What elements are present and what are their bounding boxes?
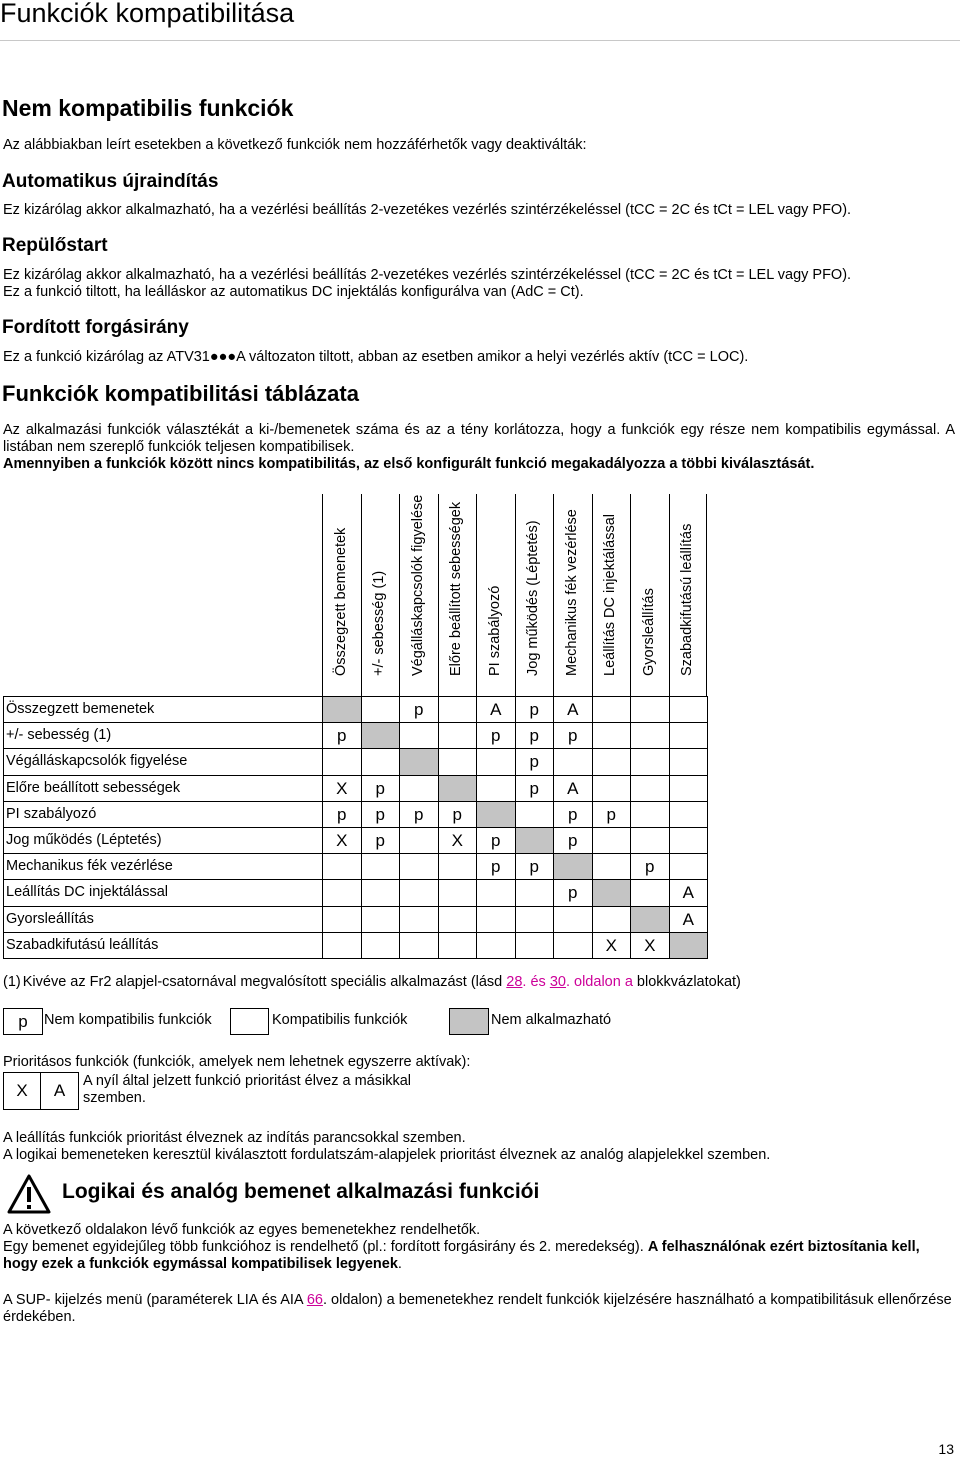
priority-text: A nyíl által jelzett funkció prioritást élvez a másikkal szemben. <box>83 1073 411 1106</box>
matrix-cell <box>553 748 593 775</box>
footnote-mid1: . és <box>522 974 550 990</box>
matrix-cell-na <box>630 906 670 933</box>
matrix-row-label: Gyorsleállítás <box>6 910 94 927</box>
legend-a-box: A <box>40 1072 79 1110</box>
matrix-cell <box>630 722 670 749</box>
matrix-cell <box>669 775 709 802</box>
matrix-cell <box>438 853 478 880</box>
matrix-cell <box>630 748 670 775</box>
matrix-row-divider <box>3 722 322 723</box>
matrix-cell-na <box>399 748 439 775</box>
matrix-cell <box>399 827 439 854</box>
matrix-cell: p <box>515 853 555 880</box>
matrix-cell <box>630 879 670 906</box>
matrix-cell <box>515 879 555 906</box>
table-para1: Az alkalmazási funkciók választékát a ki-/bemenetek száma és az a tény korlátozza, hogy a funkciók egy része nem kompatibilis egymással. A listában nem szereplő funkciók teljesen kompatibilisek. <box>3 422 955 455</box>
matrix-cell: p <box>399 801 439 828</box>
matrix-cell <box>438 696 478 723</box>
matrix-cell: p <box>399 696 439 723</box>
footnote-link-30[interactable]: 30 <box>549 974 566 990</box>
matrix-cell <box>322 853 362 880</box>
matrix-cell <box>438 722 478 749</box>
matrix-column-header <box>515 494 554 696</box>
matrix-cell <box>669 827 709 854</box>
matrix-cell-na <box>592 879 632 906</box>
matrix-cell <box>438 748 478 775</box>
matrix-cell <box>669 696 709 723</box>
matrix-cell <box>476 879 516 906</box>
matrix-cell <box>669 801 709 828</box>
matrix-cell: X <box>630 932 670 959</box>
matrix-row-label: Jog működés (Léptetés) <box>6 832 162 848</box>
matrix-column-header-label: Előre beállított sebességek <box>448 501 465 676</box>
matrix-column-header <box>592 494 631 696</box>
matrix-cell <box>399 775 439 802</box>
matrix-cell-na <box>553 853 593 880</box>
matrix-cell <box>322 748 362 775</box>
matrix-cell: p <box>361 775 401 802</box>
matrix-cell <box>592 775 632 802</box>
matrix-cell <box>515 801 555 828</box>
matrix-column-header <box>553 494 592 696</box>
matrix-row-divider <box>3 879 322 880</box>
logic-line3 <box>3 1292 955 1326</box>
matrix-cell: X <box>592 932 632 959</box>
matrix-cell-na <box>322 696 362 723</box>
logic-link-66[interactable]: 66 <box>306 1292 323 1308</box>
matrix-cell <box>592 722 632 749</box>
matrix-cell <box>399 906 439 933</box>
page-number: 13 <box>938 1441 954 1457</box>
matrix-cell: A <box>669 906 709 933</box>
matrix-cell <box>322 906 362 933</box>
legend-compatible-box <box>230 1008 269 1035</box>
matrix-row-label: Végálláskapcsolók figyelése <box>6 753 188 770</box>
matrix-row-divider <box>3 801 322 802</box>
matrix-cell <box>438 879 478 906</box>
matrix-column-header <box>361 494 400 696</box>
matrix-cell-na <box>438 775 478 802</box>
matrix-cell <box>399 879 439 906</box>
logic-line1: A következő oldalakon lévő funkciók az egyes bemenetekhez rendelhetők. <box>3 1222 481 1238</box>
logic-line2-end: . <box>397 1256 402 1272</box>
matrix-row-label: Leállítás DC injektálással <box>6 884 168 901</box>
matrix-column-header <box>322 494 361 696</box>
auto-restart-title: Automatikus újraindítás <box>2 171 219 192</box>
matrix-cell: p <box>476 827 516 854</box>
section-incompatible-title: Nem kompatibilis funkciók <box>2 95 294 121</box>
matrix-cell <box>630 696 670 723</box>
matrix-cell: p <box>361 827 401 854</box>
matrix-column-header-label: Szabadkifutású leállítás <box>678 523 695 676</box>
priority-intro: Prioritásos funkciók (funkciók, amelyek nem lehetnek egyszerre aktívak): <box>3 1054 471 1070</box>
matrix-cell <box>515 906 555 933</box>
matrix-column-header-label: Összegzett bemenetek <box>332 527 349 676</box>
matrix-row-divider <box>3 748 322 749</box>
matrix-cell <box>553 906 593 933</box>
footnote-mid2: . oldalon a <box>565 974 633 990</box>
matrix-cell <box>399 722 439 749</box>
matrix-cell: A <box>553 696 593 723</box>
matrix-cell <box>361 696 401 723</box>
flying-start-text1: Ez kizárólag akkor alkalmazható, ha a vezérlési beállítás 2-vezetékes vezérlés szintérzékeléssel (tCC = 2C és tCt = LEL vagy PFO). <box>3 267 852 283</box>
matrix-column-header <box>630 494 669 696</box>
matrix-cell: p <box>592 801 632 828</box>
matrix-row-divider <box>3 775 322 776</box>
matrix-cell-na <box>476 801 516 828</box>
matrix-cell <box>592 827 632 854</box>
legend-x-box: X <box>3 1072 41 1110</box>
logic-line3-after: . oldalon) a bemenetekhez rendelt funkciók kijelzésére használható a kompatibilitásuk ellenőrzése érdekében. <box>3 1292 952 1325</box>
matrix-cell <box>438 932 478 959</box>
matrix-cell <box>361 879 401 906</box>
footnote-label: (1) <box>3 974 21 990</box>
matrix-cell-na <box>669 932 709 959</box>
matrix-cell <box>361 853 401 880</box>
table-para2: Amennyiben a funkciók között nincs kompatibilitás, az első konfigurált funkció megakadályozza a többi kiválasztását. <box>3 456 815 472</box>
matrix-cell <box>399 932 439 959</box>
note-line2: A logikai bemeneteken keresztül kiválasztott fordulatszám-alapjelek prioritást élveznek az analóg alapjelekkel szemben. <box>3 1147 771 1163</box>
footnote <box>3 974 955 991</box>
matrix-cell <box>438 906 478 933</box>
matrix-cell <box>630 775 670 802</box>
matrix-cell <box>592 748 632 775</box>
matrix-cell: p <box>553 801 593 828</box>
matrix-cell: p <box>361 801 401 828</box>
incompatible-intro: Az alábbiakban leírt esetekben a következő funkciók nem hozzáférhetők vagy deaktiválták: <box>3 137 587 153</box>
logic-line2-bold: A felhasználónak ezért biztosítania kell, hogy ezek a funkciók egymással kompatibilisek legyenek <box>3 1239 920 1272</box>
matrix-cell: p <box>515 775 555 802</box>
matrix-cell <box>630 827 670 854</box>
matrix-row-divider <box>3 932 322 933</box>
matrix-cell <box>592 906 632 933</box>
matrix-cell <box>669 748 709 775</box>
matrix-cell: p <box>515 748 555 775</box>
legend-p-label: Nem kompatibilis funkciók <box>44 1012 212 1028</box>
matrix-cell <box>476 932 516 959</box>
matrix-cell <box>361 906 401 933</box>
matrix-column-header <box>399 494 438 696</box>
footnote-text-before: Kivéve az Fr2 alapjel-csatornával megvalósított speciális alkalmazást (lásd <box>22 974 507 990</box>
matrix-cell: p <box>438 801 478 828</box>
matrix-column-header-label: Mechanikus fék vezérlése <box>563 509 580 676</box>
matrix-cell <box>322 932 362 959</box>
matrix-cell <box>399 853 439 880</box>
legend-compatible-label: Kompatibilis funkciók <box>272 1012 408 1028</box>
matrix-cell: p <box>476 722 516 749</box>
matrix-column-header <box>438 494 477 696</box>
matrix-cell <box>592 853 632 880</box>
matrix-cell: p <box>553 879 593 906</box>
matrix-row-divider <box>3 853 322 854</box>
matrix-cell: A <box>476 696 516 723</box>
matrix-row-label: Előre beállított sebességek <box>6 779 181 796</box>
legend-p-box: p <box>3 1008 43 1035</box>
matrix-cell <box>630 801 670 828</box>
matrix-cell: p <box>322 801 362 828</box>
matrix-row-label: Mechanikus fék vezérlése <box>6 858 173 875</box>
matrix-cell: p <box>515 722 555 749</box>
matrix-column-header-label: Jog működés (Léptetés) <box>525 520 542 676</box>
matrix-row-label: +/- sebesség (1) <box>6 727 112 744</box>
footnote-text-after: blokkvázlatokat) <box>632 974 741 990</box>
matrix-column-header <box>476 494 515 696</box>
matrix-cell: p <box>630 853 670 880</box>
matrix-cell-na <box>361 722 401 749</box>
section-logic-title: Logikai és analóg bemenet alkalmazási funkciói <box>62 1180 540 1203</box>
matrix-cell <box>361 932 401 959</box>
matrix-cell: X <box>438 827 478 854</box>
matrix-column-header-label: +/- sebesség (1) <box>371 570 388 676</box>
matrix-column-header-label: Leállítás DC injektálással <box>602 514 619 676</box>
warning-triangle-icon <box>7 1174 51 1214</box>
matrix-row-label: PI szabályozó <box>6 805 97 822</box>
legend-na-box <box>449 1008 489 1035</box>
auto-restart-text: Ez kizárólag akkor alkalmazható, ha a vezérlési beállítás 2-vezetékes vezérlés szintérzékeléssel (tCC = 2C és tCt = LEL vagy PFO). <box>3 202 852 218</box>
reverse-title: Fordított forgásirány <box>2 317 189 338</box>
matrix-cell: p <box>553 827 593 854</box>
logic-line3-before: A SUP- kijelzés menü (paraméterek LIA és AIA <box>3 1292 307 1308</box>
note-line1: A leállítás funkciók prioritást élveznek az indítás parancsokkal szemben. <box>3 1130 466 1146</box>
page-title: Funkciók kompatibilitása <box>0 0 295 28</box>
matrix-cell <box>322 879 362 906</box>
matrix-row-label: Szabadkifutású leállítás <box>6 936 159 953</box>
matrix-cell <box>669 853 709 880</box>
flying-start-text2: Ez a funkció tiltott, ha leálláskor az automatikus DC injektálás konfigurálva van (AdC = Ct). <box>3 284 584 300</box>
matrix-cell: p <box>476 853 516 880</box>
matrix-column-header-label: PI szabályozó <box>486 585 503 676</box>
matrix-cell: X <box>322 775 362 802</box>
matrix-cell: A <box>553 775 593 802</box>
footnote-link-28[interactable]: 28 <box>506 974 523 990</box>
logic-line2-normal: Egy bemenet egyidejűleg több funkcióhoz is rendelhető (pl.: fordított forgásirány és 2. meredekség). <box>3 1239 648 1255</box>
section-table-title: Funkciók kompatibilitási táblázata <box>2 381 359 406</box>
matrix-column-header-label: Gyorsleállítás <box>640 588 657 676</box>
matrix-cell: p <box>553 722 593 749</box>
matrix-cell <box>553 932 593 959</box>
legend-na-label: Nem alkalmazható <box>491 1012 612 1028</box>
matrix-cell <box>361 748 401 775</box>
matrix-cell-na <box>515 827 555 854</box>
matrix-cell <box>592 696 632 723</box>
matrix-row-divider <box>3 827 322 828</box>
matrix-row-label: Összegzett bemenetek <box>6 701 155 717</box>
matrix-cell: p <box>322 722 362 749</box>
matrix-row-divider <box>3 906 322 907</box>
matrix-cell: A <box>669 879 709 906</box>
logic-line2 <box>3 1239 955 1273</box>
matrix-cell: p <box>515 696 555 723</box>
matrix-cell <box>476 748 516 775</box>
reverse-text: Ez a funkció kizárólag az ATV31●●●A változaton tiltott, abban az esetben amikor a helyi vezérlés aktív (tCC = LOC). <box>3 349 749 365</box>
matrix-column-header <box>669 494 708 696</box>
matrix-cell <box>669 722 709 749</box>
matrix-cell <box>476 906 516 933</box>
matrix-cell: X <box>322 827 362 854</box>
matrix-cell <box>476 775 516 802</box>
matrix-column-header-label: Végálláskapcsolók figyelése <box>409 494 426 676</box>
matrix-cell <box>515 932 555 959</box>
flying-start-title: Repülőstart <box>2 235 108 256</box>
